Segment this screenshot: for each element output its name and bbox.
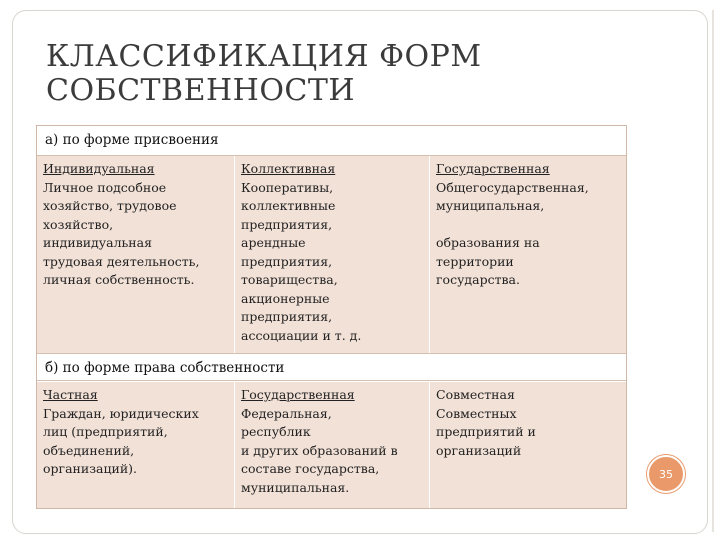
section-a-cell-individual — [37, 156, 234, 353]
cell-line: организаций). — [43, 461, 138, 476]
cell-line: Совместных — [436, 405, 517, 421]
section-a-cell-collective — [234, 156, 429, 353]
cell-line: личная собственность. — [43, 272, 195, 287]
cell-line: товарищества, — [241, 272, 338, 287]
cell-line: индивидуальная — [43, 235, 152, 250]
cell-line: лиц (предприятий, — [43, 424, 168, 439]
section-b-col1-heading: Частная — [43, 387, 98, 402]
section-a-col3-heading: Государственная — [436, 161, 550, 176]
cell-line — [436, 216, 620, 235]
cell-line: Общегосударственная, — [436, 179, 589, 195]
cell-line: муниципальная. — [241, 479, 350, 495]
cell-line: акционерные — [241, 290, 330, 306]
section-b-cell-joint — [429, 382, 626, 508]
cell-line: составе государства, — [241, 461, 380, 476]
cell-line: арендные — [241, 235, 306, 250]
cell-line: предприятия, — [241, 309, 333, 324]
cell-line: республик — [241, 424, 311, 439]
section-b-header — [37, 353, 626, 381]
slide-edge-decoration — [696, 10, 714, 532]
cell-line: трудовая деятельность, — [43, 253, 200, 269]
cell-line: Федеральная, — [241, 405, 332, 421]
cell-line: муниципальная, — [436, 198, 545, 213]
section-a-col2-heading: Коллективная — [241, 161, 336, 176]
title-line-1: КЛАССИФИКАЦИЯ ФОРМ — [46, 39, 482, 74]
section-b-cell-state — [234, 382, 429, 508]
section-a-header — [37, 126, 626, 156]
title-line-2: СОБСТВЕННОСТИ — [46, 73, 356, 108]
cell-line: Кооперативы, — [241, 179, 334, 195]
cell-line: хозяйство, — [43, 216, 114, 232]
cell-line: Граждан, юридических — [43, 405, 199, 421]
section-b-label: б) по форме права собственности — [45, 360, 285, 376]
cell-line: предприятия, — [241, 216, 333, 232]
cell-line: государства. — [436, 272, 520, 287]
cell-line: ассоциации и т. д. — [241, 327, 362, 343]
cell-line: объединений, — [43, 442, 135, 458]
page-number-badge — [647, 455, 685, 493]
section-a-cell-state — [429, 156, 626, 353]
cell-line: коллективные — [241, 198, 336, 213]
cell-line: хозяйство, трудовое — [43, 198, 177, 213]
page-title — [46, 40, 566, 108]
cell-line: образования на — [436, 235, 540, 250]
section-b-col3-heading: Совместная — [436, 387, 515, 402]
cell-line: Личное подсобное — [43, 179, 167, 195]
cell-line: предприятия, — [241, 253, 333, 269]
page-number: 35 — [659, 467, 673, 481]
section-b-cell-private — [37, 382, 234, 508]
section-a-col1-heading: Индивидуальная — [43, 161, 155, 176]
cell-line: территории — [436, 253, 514, 269]
section-a-row — [37, 156, 626, 354]
cell-line: предприятий и — [436, 424, 536, 439]
section-b-col2-heading: Государственная — [241, 387, 355, 402]
section-b-row — [37, 382, 626, 508]
cell-line: и других образований в — [241, 442, 398, 458]
section-a-label: а) по форме присвоения — [45, 132, 219, 148]
classification-table — [36, 125, 627, 509]
cell-line: организаций — [436, 442, 522, 458]
